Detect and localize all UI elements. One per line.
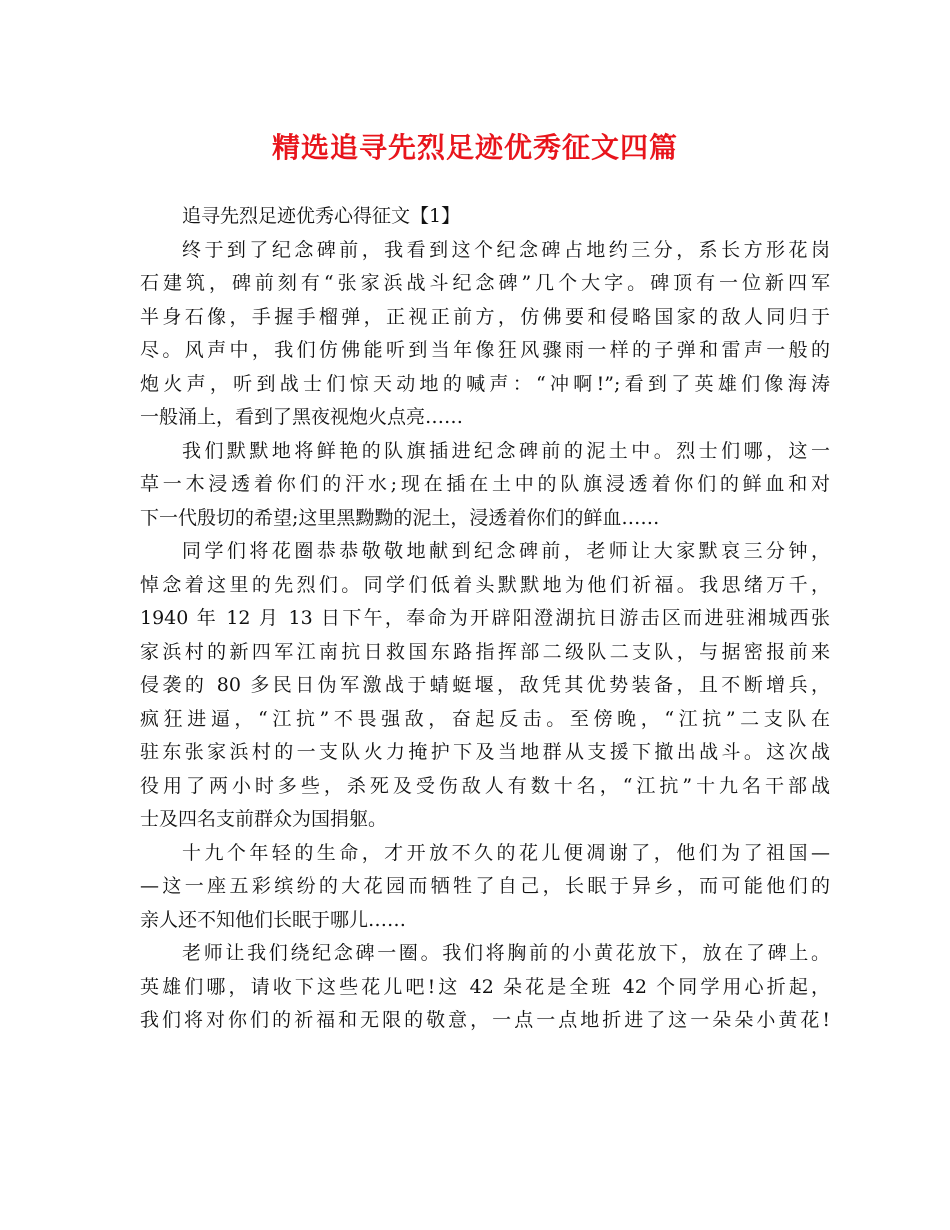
text-line: 同学们将花圈恭恭敬敬地献到纪念碑前，老师让大家默哀三分钟， — [182, 540, 830, 562]
text-line: 侵袭的 80 多民日伪军激战于蜻蜓堰，敌凭其优势装备，且不断增兵， — [140, 674, 830, 696]
text-line: 我们将对你们的祈福和无限的敬意，一点一点地折进了这一朵朵小黄花! — [140, 1009, 830, 1031]
text-line: 半身石像，手握手榴弹，正视正前方，仿佛要和侵略国家的敌人同归于 — [140, 305, 830, 328]
document-title: 精选追寻先烈足迹优秀征文四篇 — [271, 131, 678, 164]
text-line: 士及四名支前群众为国捐躯。 — [140, 808, 388, 830]
text-line: 终于到了纪念碑前，我看到这个纪念碑占地约三分，系长方形花岗 — [182, 238, 830, 261]
text-line: 十九个年轻的生命，才开放不久的花儿便凋谢了，他们为了祖国— — [182, 841, 830, 864]
text-line: 家浜村的新四军江南抗日救国东路指挥部二级队二支队，与据密报前来 — [140, 640, 830, 663]
text-line: 下一代殷切的希望;这里黑黝黝的泥土，浸透着你们的鲜血…… — [140, 506, 660, 529]
text-line: 疯狂进逼，“江抗”不畏强敌，奋起反击。至傍晚，“江抗”二支队在 — [140, 707, 830, 730]
text-line: 老师让我们绕纪念碑一圈。我们将胸前的小黄花放下，放在了碑上。 — [182, 942, 830, 964]
text-line: 我们默默地将鲜艳的队旗插进纪念碑前的泥土中。烈士们哪，这一 — [182, 439, 830, 462]
text-line: 驻东张家浜村的一支队火力掩护下及当地群从支援下撤出战斗。这次战 — [140, 741, 830, 763]
text-line: 亲人还不知他们长眠于哪儿…… — [140, 908, 407, 931]
text-line: 石建筑，碑前刻有“张家浜战斗纪念碑”几个大字。碑顶有一位新四军 — [140, 272, 830, 294]
text-line: 1940 年 12 月 13 日下午，奉命为开辟阳澄湖抗日游击区而进驻湘城西张 — [140, 607, 830, 629]
text-line: 英雄们哪，请收下这些花儿吧!这 42 朵花是全班 42 个同学用心折起， — [140, 975, 830, 998]
text-line: 追寻先烈足迹优秀心得征文【1】 — [182, 205, 461, 227]
text-line: 悼念着这里的先烈们。同学们低着头默默地为他们祈福。我思绪万千， — [140, 573, 830, 596]
text-line: 役用了两小时多些，杀死及受伤敌人有数十名，“江抗”十九名干部战 — [140, 774, 830, 797]
text-line: 炮火声，听到战士们惊天动地的喊声：“冲啊!”;看到了英雄们像海涛 — [140, 372, 830, 395]
text-line: 一般涌上，看到了黑夜视炮火点亮…… — [140, 406, 464, 428]
text-line: 尽。风声中，我们仿佛能听到当年像狂风骤雨一样的子弹和雷声一般的 — [140, 339, 830, 361]
text-line: 草一木浸透着你们的汗水;现在插在土中的队旗浸透着你们的鲜血和对 — [140, 473, 830, 495]
document-body — [140, 200, 830, 1038]
text-line: —这一座五彩缤纷的大花园而牺牲了自己，长眠于异乡，而可能他们的 — [140, 875, 830, 897]
